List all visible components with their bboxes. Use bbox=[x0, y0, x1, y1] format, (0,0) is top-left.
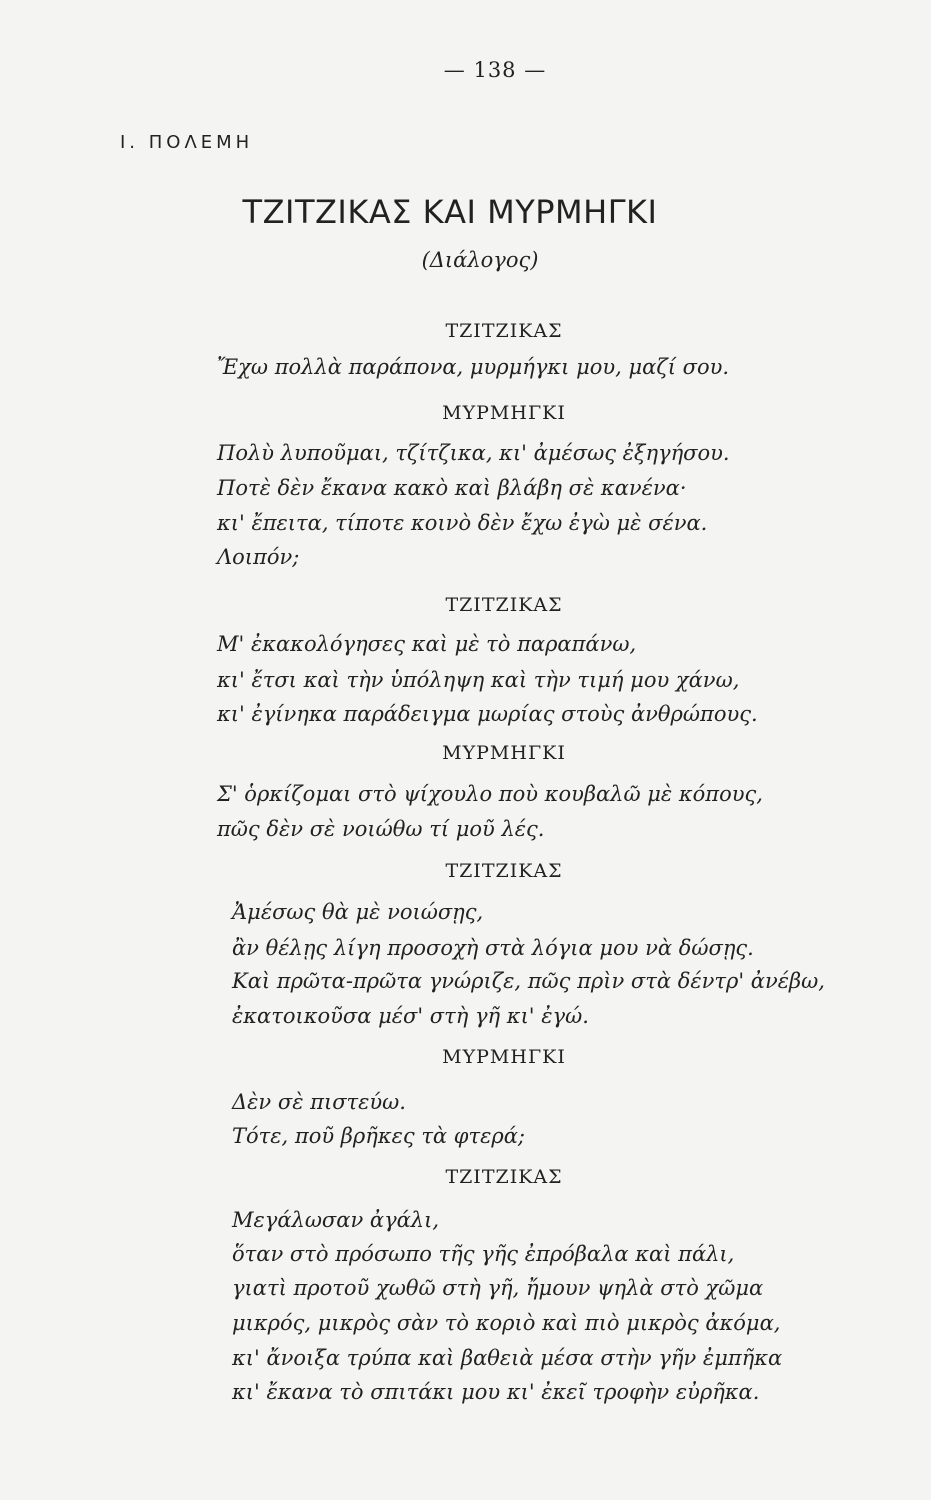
speaker-label: ΤΖΙΤΖΙΚΑΣ bbox=[445, 860, 563, 882]
verse-line: Λοιπόν; bbox=[217, 545, 300, 569]
verse-line: Μ' ἐκακολόγησες καὶ μὲ τὸ παραπάνω, bbox=[217, 632, 637, 656]
verse-line: Δὲν σὲ πιστεύω. bbox=[232, 1090, 406, 1114]
verse-line: πῶς δὲν σὲ νοιώθω τί μοῦ λές. bbox=[217, 817, 545, 841]
speaker-label: ΤΖΙΤΖΙΚΑΣ bbox=[445, 594, 563, 616]
verse-line: Ἀμέσως θὰ μὲ νοιώσῃς, bbox=[232, 900, 484, 924]
verse-line: ἐκατοικοῦσα μέσ' στὴ γῆ κι' ἐγώ. bbox=[232, 1004, 589, 1028]
verse-line: κι' ἄνοιξα τρύπα καὶ βαθειὰ μέσα στὴν γῆν ἐμπῆκα bbox=[232, 1346, 783, 1370]
verse-line: Πολὺ λυποῦμαι, τζίτζικα, κι' ἀμέσως ἐξηγήσου. bbox=[217, 441, 730, 465]
author-name: Ι. ΠΟΛΕΜΗ bbox=[120, 132, 254, 153]
verse-line: ὅταν στὸ πρόσωπο τῆς γῆς ἐπρόβαλα καὶ πάλι, bbox=[232, 1242, 735, 1266]
verse-line: Μεγάλωσαν ἀγάλι, bbox=[232, 1208, 440, 1232]
verse-line: κι' ἔπειτα, τίποτε κοινὸ δὲν ἔχω ἐγὼ μὲ σένα. bbox=[217, 511, 708, 535]
verse-line: κι' ἐγίνηκα παράδειγμα μωρίας στοὺς ἀνθρώπους. bbox=[217, 702, 758, 726]
verse-line: γιατὶ προτοῦ χωθῶ στὴ γῆ, ἤμουν ψηλὰ στὸ χῶμα bbox=[232, 1276, 764, 1300]
speaker-label: ΜΥΡΜΗΓΚΙ bbox=[442, 402, 566, 424]
verse-line: Καὶ πρῶτα-πρῶτα γνώριζε, πῶς πρὶν στὰ δέντρ' ἀνέβω, bbox=[232, 969, 825, 993]
verse-line: Ποτὲ δὲν ἔκανα κακὸ καὶ βλάβη σὲ κανένα· bbox=[217, 476, 687, 500]
speaker-label: ΤΖΙΤΖΙΚΑΣ bbox=[445, 1166, 563, 1188]
verse-line: Σ' ὁρκίζομαι στὸ ψίχουλο ποὺ κουβαλῶ μὲ κόπους, bbox=[217, 782, 763, 806]
verse-line: Τότε, ποῦ βρῆκες τὰ φτερά; bbox=[232, 1124, 525, 1148]
speaker-label: ΤΖΙΤΖΙΚΑΣ bbox=[445, 320, 563, 342]
verse-line: Ἔχω πολλὰ παράπονα, μυρμήγκι μου, μαζί σου. bbox=[217, 355, 730, 379]
verse-line: ἂν θέλῃς λίγη προσοχὴ στὰ λόγια μου νὰ δώσῃς. bbox=[232, 936, 754, 960]
page-number: — 138 — bbox=[443, 58, 547, 82]
verse-line: κι' ἔκανα τὸ σπιτάκι μου κι' ἐκεῖ τροφὴν εὐρῆκα. bbox=[232, 1380, 760, 1404]
speaker-label: ΜΥΡΜΗΓΚΙ bbox=[442, 742, 566, 764]
poem-title: ΤΖΙΤΖΙΚΑΣ ΚΑΙ ΜΥΡΜΗΓΚΙ bbox=[242, 193, 658, 231]
speaker-label: ΜΥΡΜΗΓΚΙ bbox=[442, 1046, 566, 1068]
verse-line: κι' ἔτσι καὶ τὴν ὑπόληψη καὶ τὴν τιμή μου χάνω, bbox=[217, 668, 740, 692]
verse-line: μικρός, μικρὸς σὰν τὸ κοριὸ καὶ πιὸ μικρὸς ἀκόμα, bbox=[232, 1311, 781, 1335]
poem-subtitle: (Διάλογος) bbox=[421, 248, 539, 272]
